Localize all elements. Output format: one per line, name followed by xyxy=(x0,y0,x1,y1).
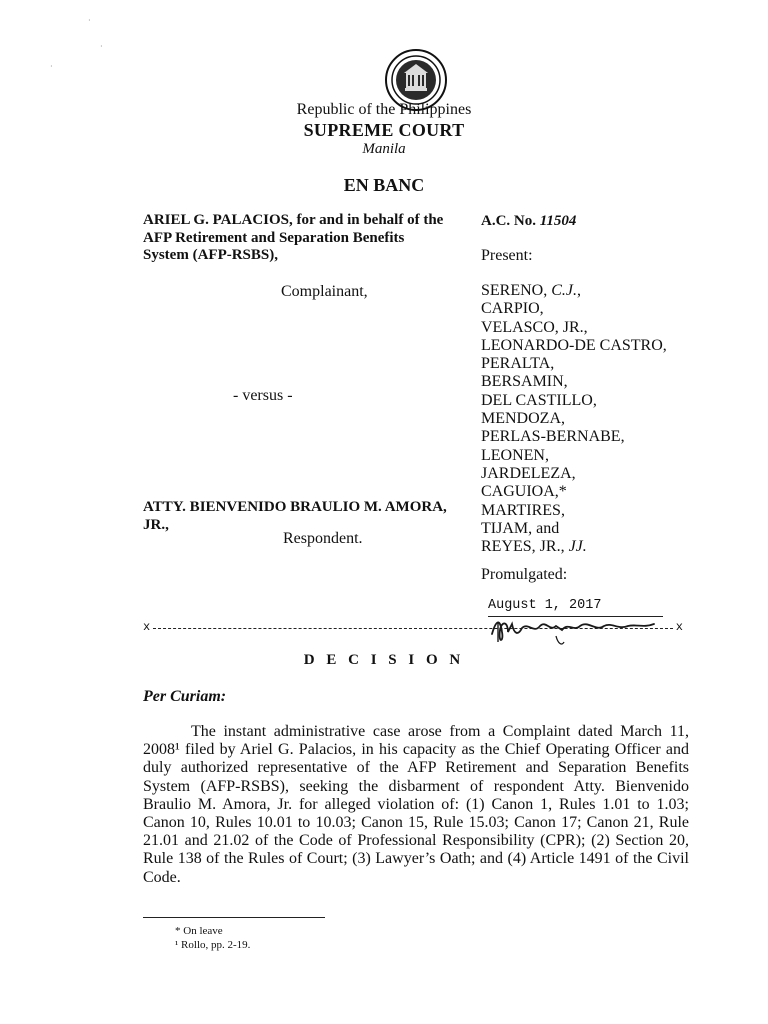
justice-name: REYES, JR., xyxy=(481,538,569,556)
complainant-name: ARIEL G. PALACIOS, for and in behalf of the AFP Retirement and Separation Benefits System (AFP-RSBS), xyxy=(143,212,444,263)
respondent-role: Respondent. xyxy=(283,530,363,547)
justice-item: LEONEN, xyxy=(481,446,549,464)
scan-mark: · xyxy=(88,16,91,25)
justice-item: CARPIO, xyxy=(481,300,544,318)
justice-item: SERENO, C.J., xyxy=(481,282,582,299)
case-number-label: A.C. No. xyxy=(481,213,536,229)
per-curiam-label: Per Curiam: xyxy=(143,688,227,705)
justice-item: CAGUIOA,* xyxy=(481,483,567,501)
complainant-role: Complainant, xyxy=(281,283,368,300)
justice-name: SERENO, xyxy=(481,282,552,299)
justice-title: C.J. xyxy=(551,282,578,299)
scan-mark: · xyxy=(100,42,103,51)
separator-x-right: x xyxy=(675,620,683,634)
justice-item: TIJAM, and xyxy=(481,519,560,537)
footnote-star: * On leave xyxy=(175,925,223,937)
decision-paragraph: The instant administrative case arose from a Complaint dated March 11, 2008¹ filed by Ariel G. Palacios, in his capacity as the Chief Operating Officer and duly authorized representative of the AFP Retirement and Separation Benefits System (AFP-RSBS), seeking the disbarment of respondent Atty. Bienvenido Braulio M. Amora, Jr. for alleged violation of: (1) Canon 1, Rules 1.01 to 1.03; Canon 10, Rules 10.01 to 10.03; Canon 15, Rule 15.03; Canon 17; Canon 21, Rule 21.01 and 21.02 of the Code of Professional Responsibility (CPR); (2) Section 20, Rule 138 of the Rules of Court; (3) Lawyer’s Oath; and (4) Article 1491 of the Civil Code. xyxy=(143,723,689,886)
footnote-rule xyxy=(143,917,325,918)
case-number xyxy=(481,212,741,231)
decision-title: D E C I S I O N xyxy=(303,652,465,668)
justice-item: DEL CASTILLO, xyxy=(481,391,597,409)
justice-item: VELASCO, JR., xyxy=(481,318,588,336)
footnote-1 xyxy=(175,939,250,951)
clerk-signature xyxy=(478,612,668,648)
justice-item xyxy=(481,538,741,556)
republic-heading: Republic of the Philippines xyxy=(296,101,472,118)
present-label: Present: xyxy=(481,247,533,264)
justice-item: MARTIRES, xyxy=(481,501,565,519)
justice-item: BERSAMIN, xyxy=(481,373,568,391)
scan-mark: · xyxy=(50,62,53,71)
justice-item: LEONARDO-DE CASTRO, xyxy=(481,336,667,354)
footnote-1-text: ¹ Rollo, pp. 2-19. xyxy=(175,939,251,951)
promulgated-date: August 1, 2017 xyxy=(488,598,602,613)
location-heading: Manila xyxy=(362,141,406,157)
respondent-name: ATTY. BIENVENIDO BRAULIO M. AMORA, JR., xyxy=(143,499,447,533)
justice-item: JARDELEZA, xyxy=(481,464,576,482)
justices-list xyxy=(481,282,741,556)
separator-x-left: x xyxy=(143,620,151,634)
promulgated-label: Promulgated: xyxy=(481,566,568,583)
division-heading: EN BANC xyxy=(343,175,425,195)
justice-item: MENDOZA, xyxy=(481,410,565,428)
versus-label: - versus - xyxy=(233,387,293,404)
justice-item: PERLAS-BERNABE, xyxy=(481,428,625,446)
justice-title: JJ. xyxy=(568,538,587,556)
case-number-value: 11504 xyxy=(539,213,577,229)
court-heading: SUPREME COURT xyxy=(303,120,465,140)
justice-item: PERALTA, xyxy=(481,355,555,373)
